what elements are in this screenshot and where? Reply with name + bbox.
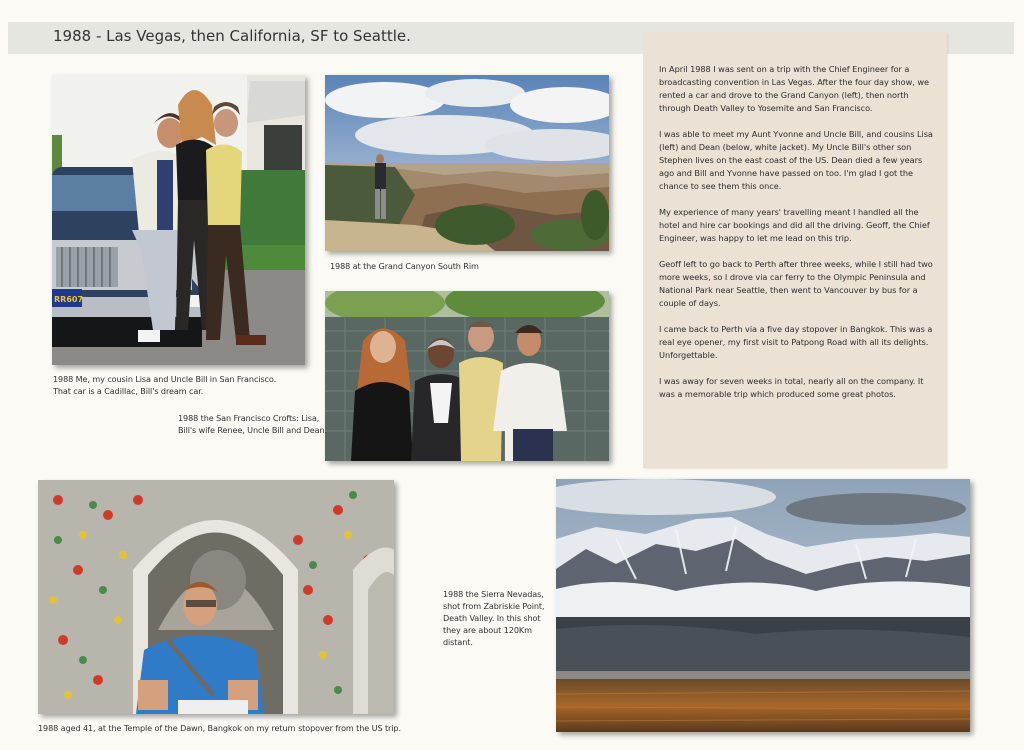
- page-title: 1988 - Las Vegas, then California, SF to Seattle.: [53, 27, 411, 45]
- story-paragraph: In April 1988 I was sent on a trip with the Chief Engineer for a broadcasting convention in Las Vegas. After the four day show, we rented a car and drove to the Grand Canyon (left), then north through Death Valley to Yosemite and San Francisco.: [659, 64, 929, 113]
- story-paragraph: I was away for seven weeks in total, nearly all on the company. It was a memorable trip which produced some great photos.: [659, 376, 924, 399]
- caption-san-francisco-crofts: [178, 412, 327, 436]
- caption-line: That car is a Cadillac, Bill's dream car.: [53, 386, 204, 396]
- caption-line: 1988 the San Francisco Crofts: Lisa,: [178, 413, 320, 423]
- caption-line: distant.: [443, 637, 473, 647]
- story-paragraph: I came back to Perth via a five day stopover in Bangkok. This was a real eye opener, my first visit to Patpong Road with all its delights. Unforgettable.: [659, 324, 933, 360]
- photo-sierra-nevadas: [556, 479, 970, 732]
- photo-grand-canyon: [325, 75, 609, 251]
- caption-line: Bill's wife Renee, Uncle Bill and Dean.: [178, 425, 328, 435]
- caption-line: 1988 the Sierra Nevadas,: [443, 589, 544, 599]
- caption-temple-of-the-dawn: 1988 aged 41, at the Temple of the Dawn, Bangkok on my return stopover from the US trip.: [38, 723, 401, 733]
- caption-line: they are about 120Km: [443, 625, 532, 635]
- story-paragraph: My experience of many years' travelling meant I handled all the hotel and hire car bookings and did all the driving. Geoff, the Chief Engineer, was happy to let me lead on this trip.: [659, 207, 930, 243]
- caption-grand-canyon: 1988 at the Grand Canyon South Rim: [330, 261, 479, 271]
- photo-san-francisco-cadillac: [52, 75, 305, 365]
- caption-line: Death Valley. In this shot: [443, 613, 541, 623]
- photo-san-francisco-crofts: [325, 291, 609, 461]
- caption-line: 1988 Me, my cousin Lisa and Uncle Bill in San Francisco.: [53, 374, 277, 384]
- story-paragraph: Geoff left to go back to Perth after three weeks, while I still had two more weeks, so I drove via car ferry to the Olympic Peninsula and National Park near Seattle, then went to Vancouver by bus for a couple of days.: [659, 259, 933, 308]
- story-text-panel: [643, 32, 947, 468]
- story-paragraph: I was able to meet my Aunt Yvonne and Uncle Bill, and cousins Lisa (left) and Dean (below, white jacket). My Uncle Bill's other son Stephen lives on the east coast of the US. Dean died a few years ago and Bill and Yvonne have passed on too. I'm glad I got the chance to see them this once.: [659, 129, 933, 191]
- caption-sierra-nevadas: [443, 588, 544, 648]
- caption-san-francisco: [53, 373, 276, 397]
- caption-line: shot from Zabriskie Point,: [443, 601, 545, 611]
- car-license-plate: RR607: [54, 295, 84, 304]
- photo-temple-of-the-dawn: [38, 480, 394, 714]
